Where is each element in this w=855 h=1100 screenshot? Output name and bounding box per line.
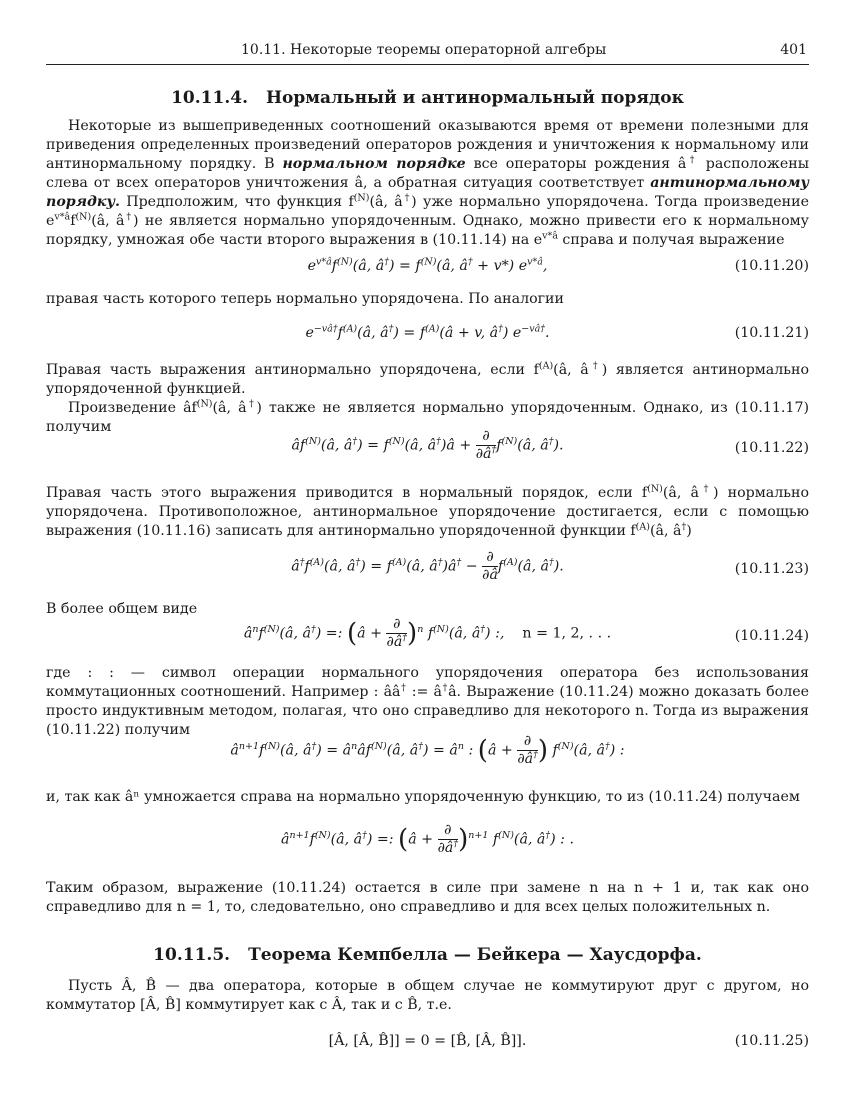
section-title: Нормальный и антинормальный порядок (266, 88, 684, 108)
equation-tag: (10.11.22) (734, 440, 809, 456)
equation-induction-result: $â^{n+1}f^{(N)}(â$, â†) =: (â + $\frac{\partial}{\partial â^\dagger}$ )$^{n+1}$ $f^{(N)}(â$, â†) : . (280, 822, 574, 856)
equation-10-11-24: $â^nf^{(N)}(â$, â†) =: (â + $\frac{\partial}{\partial â^\dagger}$ )$^n$ $f^{(N)}(â$, â†) :, n = 1, 2, . . . (10.11.24) (243, 616, 809, 650)
paragraph-definition: где : : — символ операции нормального упорядочения оператора без использования коммутационных соотношений. Например : ââ† := â†â. Выражение (10.11.24) можно доказать более просто индуктивным методом, полагая, что оно справедливо для некоторого n. Тогда из выражения (10.11.22) получим (46, 665, 810, 738)
section-heading-cbh-theorem (0, 945, 855, 965)
equation-10-11-20: $e^{v*â}f^{(N)}(â$, â†) = $f^{(N)}(â$, â† + v*) $e^{v*â}$, (10.11.20) (307, 256, 809, 274)
n-values: n = 1, 2, . . . (522, 625, 612, 642)
equation-tag: (10.11.21) (734, 325, 809, 341)
section-number: 10.11.4. (171, 88, 248, 108)
paragraph-intro: Некоторые из вышеприведенных соотношений оказываются время от времени полезными для приведения определенных произведений операторов рождения и уничтожения к нормальному или антинормальному порядку. В нормальном порядке все операторы рождения â† расположены слева от всех операторов уничтожения â, а обратная ситуация соответствует антинормальному порядку. Предположим, что функция $f^{(N)}(â$, â†) уже нормально упорядочена. Тогда произведение $e^{v*â}f^{(N)}(â$, â†) не является нормально упорядоченным. Однако, можно привести его к нормальному порядку, умножая обе части второго выражения в (10.11.14) на $e^{v*â}$ справа и получая выражение (46, 118, 810, 248)
running-header (46, 40, 809, 65)
paragraph-normal-order-result: Правая часть этого выражения приводится в нормальный порядок, если $f^{(N)}(â$, â†) нормально упорядочена. Противоположное, антинормальное упорядочение достигается, если с помощью выражения (10.11.16) записать для антинормально упорядоченной функции $f^{(A)}(â$, â†) (46, 483, 809, 539)
paragraph-cbh-intro: Пусть Â, B̂ — два оператора, которые в общем случае не коммутируют друг с другом, но коммутатор [Â, B̂] коммутирует как с Â, так и с B̂, т.е. (46, 978, 809, 1013)
equation-10-11-23: $â^\dagger f^{(A)}(â$, â†) = $f^{(A)}(â$, â†)â† − $\frac{\partial}{\partial â}$ $f^{(A)}(â$, â†). (10.11.23) (291, 549, 809, 583)
equation-induction-step: $â^{n+1}f^{(N)}(â$, â†) = $â^nâf^{(N)}(â$, â†) = $â^n$ : (â + $\frac{\partial}{\partial â^\dagger}$ ) $f^{(N)}(â$, â†) : (230, 733, 625, 767)
equation-10-11-22: $âf^{(N)}(â$, â†) = $f^{(N)}(â$, â†)â + $\frac{\partial}{\partial â^\dagger}$ $f^{(N)}(â$, â†). (10.11.22) (291, 428, 809, 462)
equation-tag: (10.11.25) (734, 1033, 809, 1049)
paragraph-general: В более общем виде (46, 601, 198, 617)
equation-10-11-21: $e^{-vâ\dagger}f^{(A)}(â$, â†) = $f^{(A)}(â + v$, â†) $e^{-vâ\dagger}$. (10.11.21) (305, 323, 809, 341)
page-number: 401 (780, 42, 807, 58)
section-title: Теорема Кемпбелла — Бейкера — Хаусдорфа. (248, 945, 702, 965)
equation-tag: (10.11.24) (734, 628, 809, 644)
section-heading-normal-order (0, 88, 855, 108)
equation-10-11-25: [Â, [Â, B̂]] = 0 = [B̂, [Â, B̂]]. (10.11.25) (328, 1033, 809, 1049)
equation-tag: (10.11.23) (734, 561, 809, 577)
running-title: 10.11. Некоторые теоремы операторной алгебры (241, 42, 607, 58)
equation-tag: (10.11.20) (734, 258, 809, 274)
paragraph-multiplied: и, так как âⁿ умножается справа на нормально упорядоченную функцию, то из (10.11.24) получаем (46, 789, 800, 805)
paragraph-conclusion: Таким образом, выражение (10.11.24) остается в силе при замене n на n + 1 и, так как оно справедливо для n = 1, то, следовательно, оно справедливо и для всех целых положительных n. (46, 880, 809, 915)
section-number: 10.11.5. (153, 945, 231, 965)
paragraph-antinormal: Правая часть выражения антинормально упорядочена, если $f^{(A)}(â$, â†) является антинормально упорядоченной функцией. (46, 360, 810, 397)
paragraph-product: Произведение $âf^{(N)}(â$, â†) также не является нормально упорядоченным. Однако, из (10.11.17) получим (46, 398, 810, 435)
paragraph-after-20: правая часть которого теперь нормально упорядочена. По аналогии (46, 291, 564, 307)
